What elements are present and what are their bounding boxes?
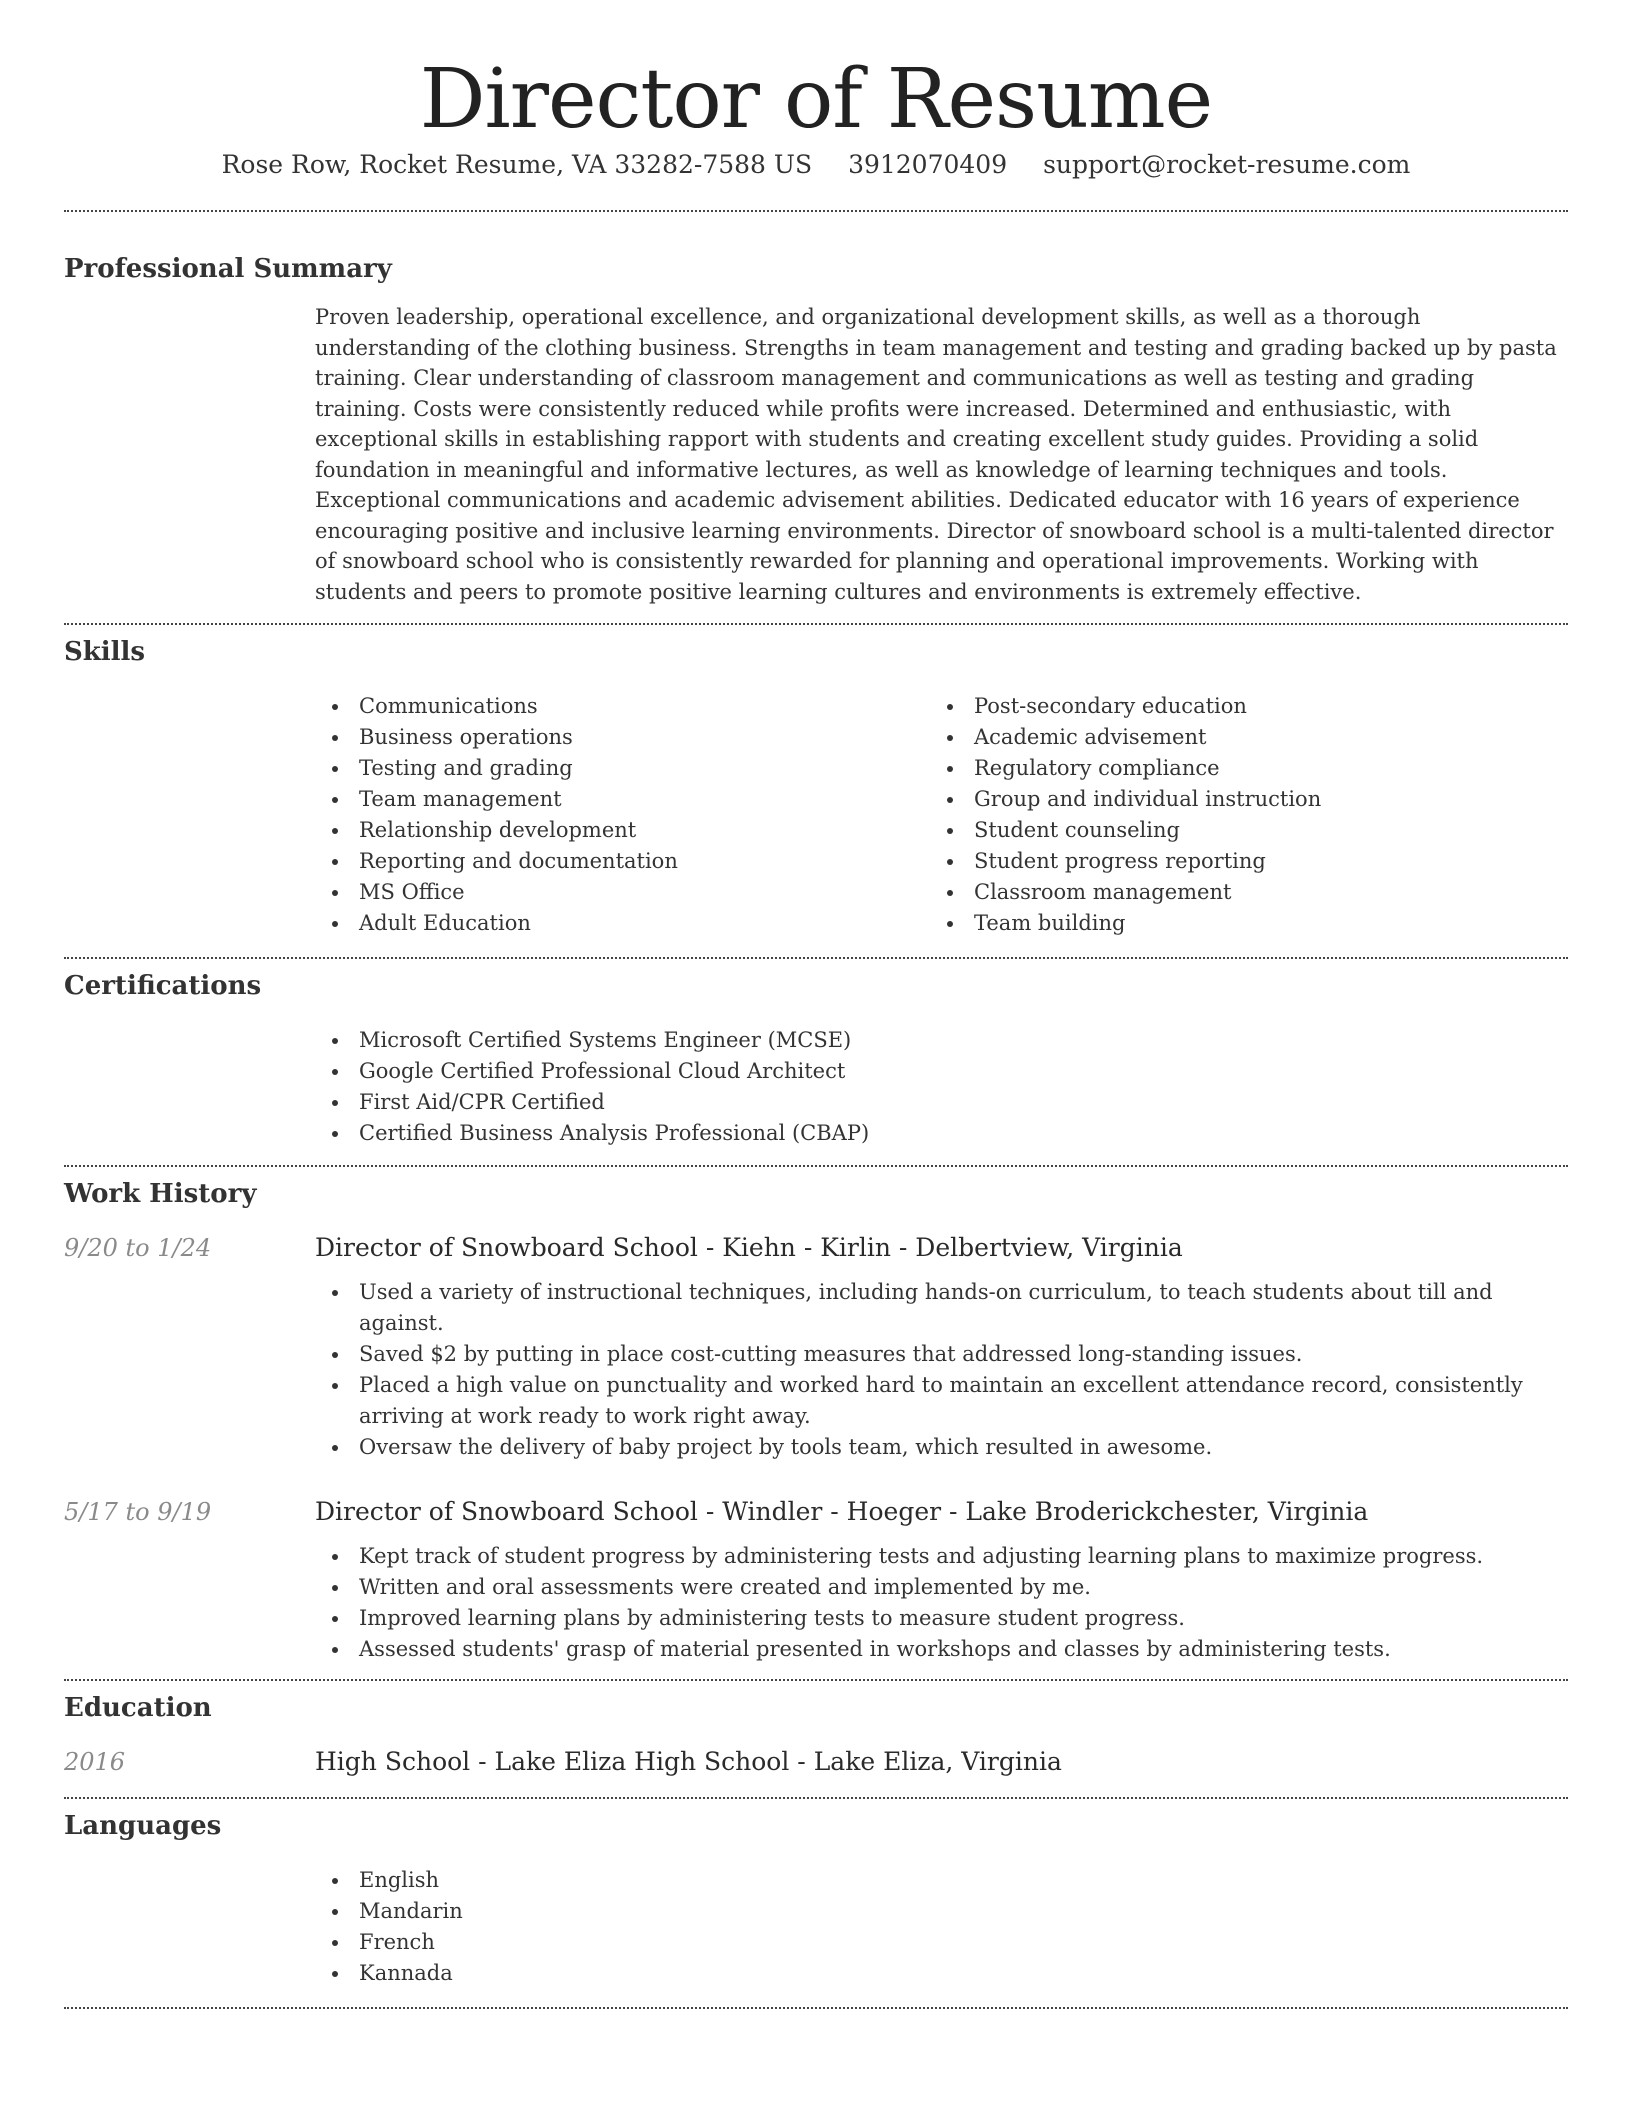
- list-item: First Aid/CPR Certified: [315, 1087, 1568, 1118]
- skills-grid: [315, 691, 1568, 939]
- list-item: Communications: [315, 691, 930, 722]
- contact-line: [64, 150, 1568, 210]
- education-date: 2016: [64, 1748, 126, 1776]
- list-item: Regulatory compliance: [930, 753, 1545, 784]
- list-item: Written and oral assessments were created and implemented by me.: [315, 1572, 1568, 1603]
- section-title-summary: Professional Summary: [64, 254, 392, 284]
- list-item: French: [315, 1927, 1568, 1958]
- resume-page: [64, 0, 1568, 2009]
- list-item: Group and individual instruction: [930, 784, 1545, 815]
- skills-list-left: [315, 691, 930, 939]
- job-entry: [64, 1231, 1568, 1265]
- candidate-name: Director of Resume: [419, 52, 1213, 147]
- job-entry: [64, 1495, 1568, 1529]
- section-title-languages: Languages: [64, 1811, 222, 1841]
- list-item: Relationship development: [315, 815, 930, 846]
- list-item: Oversaw the delivery of baby project by tools team, which resulted in awesome.: [315, 1432, 1568, 1463]
- list-item: Team building: [930, 908, 1545, 939]
- languages-section: [64, 1799, 1568, 1989]
- contact-email: support@rocket-resume.com: [1043, 150, 1411, 179]
- section-divider: [64, 2007, 1568, 2009]
- list-item: Student counseling: [930, 815, 1545, 846]
- skills-list-right: [930, 691, 1545, 939]
- contact-address: Rose Row, Rocket Resume, VA 33282-7588 US: [221, 150, 813, 179]
- list-item: Classroom management: [930, 877, 1545, 908]
- list-item: Student progress reporting: [930, 846, 1545, 877]
- list-item: MS Office: [315, 877, 930, 908]
- list-item: Kept track of student progress by administering tests and adjusting learning plans to maximize progress.: [315, 1541, 1568, 1572]
- list-item: Assessed students' grasp of material presented in workshops and classes by administering tests.: [315, 1634, 1568, 1665]
- summary-section: [64, 212, 1568, 607]
- list-item: Academic advisement: [930, 722, 1545, 753]
- list-item: Microsoft Certified Systems Engineer (MCSE): [315, 1025, 1568, 1056]
- job-date: 9/20 to 1/24: [64, 1234, 212, 1262]
- list-item: Team management: [315, 784, 930, 815]
- list-item: Adult Education: [315, 908, 930, 939]
- list-item: Certified Business Analysis Professional (CBAP): [315, 1118, 1568, 1149]
- section-title-skills: Skills: [64, 637, 146, 667]
- resume-header: [64, 0, 1568, 210]
- list-item: Post-secondary education: [930, 691, 1545, 722]
- list-item: Kannada: [315, 1958, 1568, 1989]
- job-bullets: [315, 1277, 1568, 1463]
- education-title: High School - Lake Eliza High School - Lake Eliza, Virginia: [315, 1747, 1062, 1776]
- summary-text: Proven leadership, operational excellence, and organizational development skills, as well as a thorough understanding of the clothing business. Strengths in team management and testing and grading backed up by pasta training. Clear understanding of classroom management and communications as well as testing and grading training. Costs were consistently reduced while profits were increased. Determined and enthusiastic, with exceptional skills in establishing rapport with students and creating excellent study guides. Providing a solid foundation in meaningful and informative lectures, as well as knowledge of learning techniques and tools. Exceptional communications and academic advisement abilities. Dedicated educator with 16 years of experience encouraging positive and inclusive learning environments. Director of snowboard school is a multi-talented director of snowboard school who is consistently rewarded for planning and operational improvements. Working with students and peers to promote positive learning cultures and environments is extremely effective.: [315, 305, 1557, 604]
- work-history-section: [64, 1167, 1568, 1665]
- skills-section: [64, 625, 1568, 939]
- section-title-certifications: Certifications: [64, 971, 262, 1001]
- job-title: Director of Snowboard School - Windler - Hoeger - Lake Broderickchester, Virginia: [315, 1497, 1369, 1526]
- job-bullets: [315, 1541, 1568, 1665]
- section-title-education: Education: [64, 1693, 212, 1723]
- list-item: Business operations: [315, 722, 930, 753]
- list-item: Placed a high value on punctuality and worked hard to maintain an excellent attendance record, consistently arriving at work ready to work right away.: [315, 1370, 1568, 1432]
- job-title: Director of Snowboard School - Kiehn - Kirlin - Delbertview, Virginia: [315, 1233, 1183, 1262]
- list-item: Mandarin: [315, 1896, 1568, 1927]
- list-item: Google Certified Professional Cloud Architect: [315, 1056, 1568, 1087]
- education-entry: [64, 1745, 1568, 1779]
- education-section: [64, 1681, 1568, 1779]
- list-item: Testing and grading: [315, 753, 930, 784]
- list-item: Used a variety of instructional techniques, including hands-on curriculum, to teach students about till and against.: [315, 1277, 1568, 1339]
- contact-phone: 3912070409: [848, 150, 1008, 179]
- job-date: 5/17 to 9/19: [64, 1498, 212, 1526]
- list-item: Reporting and documentation: [315, 846, 930, 877]
- list-item: Improved learning plans by administering tests to measure student progress.: [315, 1603, 1568, 1634]
- certifications-section: [64, 959, 1568, 1149]
- list-item: English: [315, 1865, 1568, 1896]
- languages-list: [315, 1865, 1568, 1989]
- section-title-work-history: Work History: [64, 1179, 257, 1209]
- list-item: Saved $2 by putting in place cost-cutting measures that addressed long-standing issues.: [315, 1339, 1568, 1370]
- certifications-list: [315, 1025, 1568, 1149]
